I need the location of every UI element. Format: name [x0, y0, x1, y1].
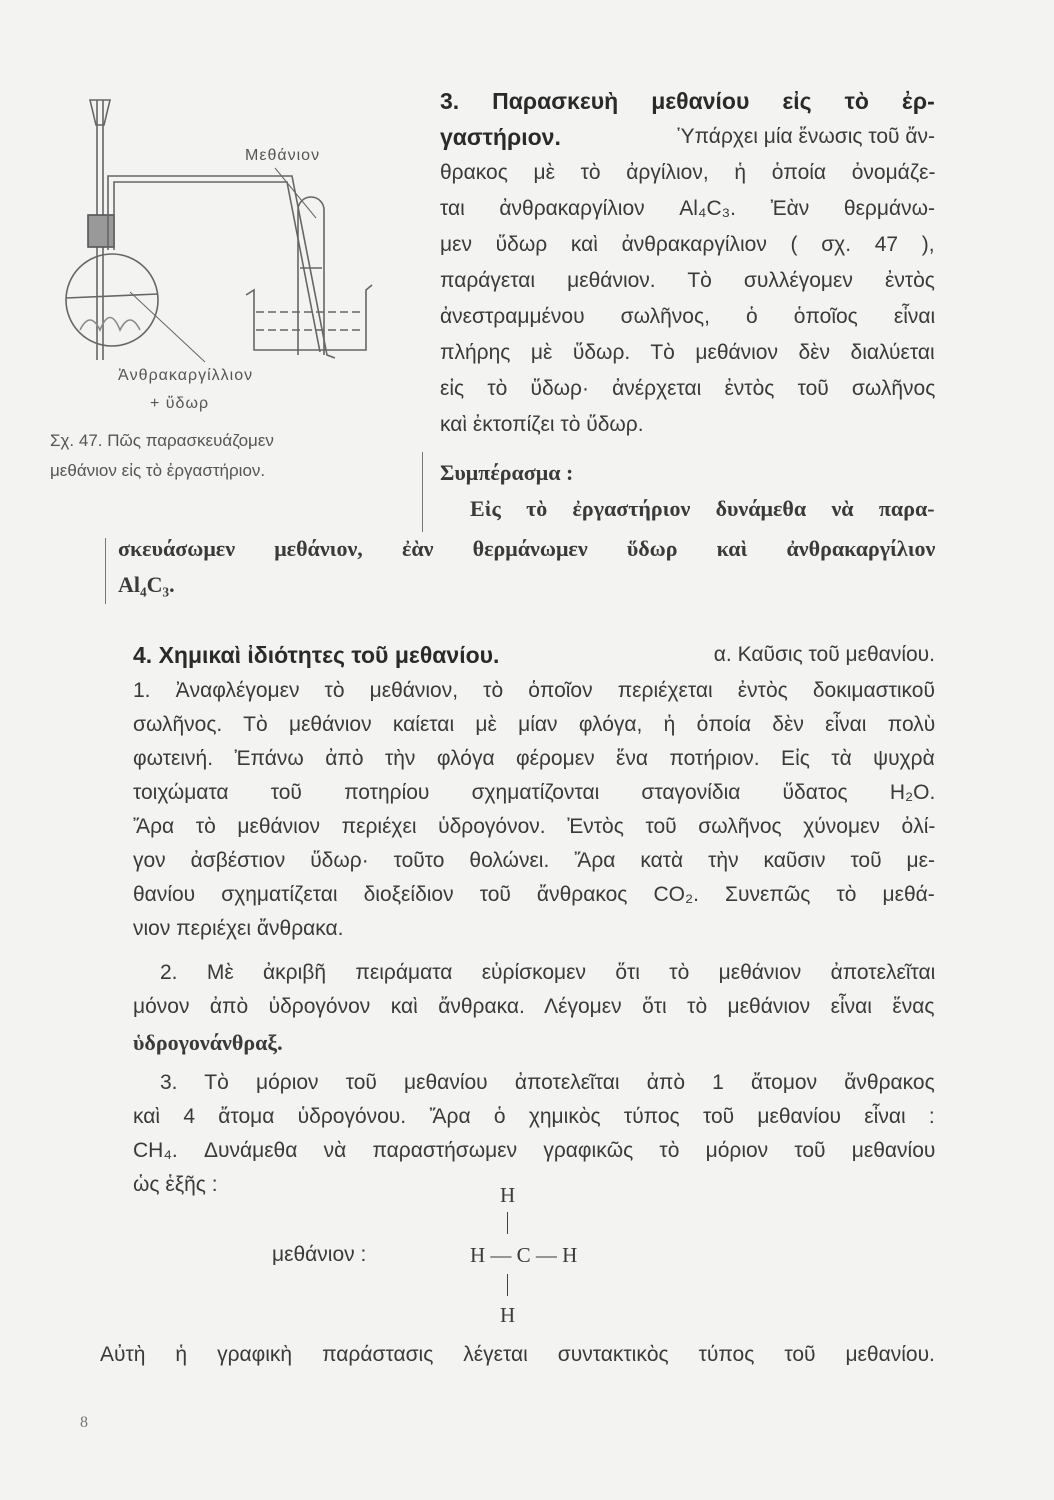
- paragraph-line: σωλῆνος. Τὸ μεθάνιον καίεται μὲ μίαν φλόγα, ἡ ὁποία δὲν εἶναι πολὺ: [133, 713, 936, 736]
- closing-line: Αὐτὴ ἡ γραφικὴ παράστασις λέγεται συντακτικὸς τύπος τοῦ μεθανίου.: [100, 1343, 935, 1366]
- formula-top-h: H: [500, 1183, 516, 1207]
- figure-label-reagent: Ἀνθρακαργίλλιον: [118, 367, 254, 384]
- figure-label-water: + ὕδωρ: [150, 395, 210, 412]
- section-3-line: [440, 124, 935, 150]
- page-number: 8: [80, 1414, 88, 1431]
- section-3-line: θρακος μὲ τὸ ἀργίλιον, ἡ ὁποία ὀνομάζε-: [440, 161, 936, 184]
- formula-bond-bottom: [507, 1274, 508, 1296]
- conclusion-line: σκευάσωμεν μεθάνιον, ἐὰν θερμάνωμεν ὕδωρ καὶ ἀνθρακαργίλιον: [118, 536, 936, 561]
- section-3-line: ται ἀνθρακαργίλιον Al₄C₃. Ἐὰν θερμάνω-: [440, 197, 935, 220]
- formula-label: μεθάνιον :: [272, 1243, 367, 1266]
- formula-bond-top: [507, 1212, 508, 1234]
- paragraph-line: μόνον ἀπὸ ὑδρογόνον καὶ ἄνθρακα. Λέγομεν ὅτι τὸ μεθάνιον εἶναι ἕνας: [133, 995, 935, 1018]
- section-4-subheading: α. Καῦσις τοῦ μεθανίου.: [713, 643, 935, 666]
- paragraph-line: 3. Τὸ μόριον τοῦ μεθανίου ἀποτελεῖται ἀπὸ 1 ἄτομον ἄνθρακος: [160, 1071, 935, 1094]
- conclusion-title: Συμπέρασμα :: [440, 460, 574, 485]
- conclusion-line: Εἰς τὸ ἐργαστήριον δυνάμεθα νὰ παρα-: [470, 496, 935, 521]
- section-3-line: ἀνεστραμμένου σωλῆνος, ὁ ὁποῖος εἶναι: [440, 305, 936, 328]
- paragraph-line: τοιχώματα τοῦ ποτηρίου σχηματίζονται σταγονίδια ὕδατος H₂O.: [133, 781, 936, 804]
- section-3-text: Ὑπάρχει μία ἕνωσις τοῦ ἄν-: [677, 125, 935, 148]
- paragraph-line: CH₄. Δυνάμεθα νὰ παραστήσωμεν γραφικῶς τὸ μόριον τοῦ μεθανίου: [133, 1139, 936, 1162]
- figure-caption-cont: μεθάνιον εἰς τὸ ἐργαστήριον.: [50, 461, 266, 480]
- flask-drawing: [66, 100, 158, 360]
- trough-drawing: [130, 168, 372, 362]
- section-4-heading-line: [133, 642, 935, 668]
- paragraph-line: Ἄρα τὸ μεθάνιον περιέχει ὑδρογόνον. Ἐντὸς τοῦ σωλῆνος χύνομεν ὀλί-: [133, 815, 936, 838]
- delivery-tube-drawing: [108, 176, 335, 358]
- formula-bottom-h: H: [500, 1303, 516, 1327]
- paragraph-line: θανίου σχηματίζεται διοξείδιον τοῦ ἄνθρακος CO₂. Συνεπῶς τὸ μεθά-: [133, 883, 935, 906]
- section-3-heading-cont: γαστήριον.: [440, 124, 561, 150]
- paragraph-line: ὑδρογονάνθραξ.: [133, 1030, 283, 1055]
- formula-middle: H — C — H: [470, 1243, 578, 1267]
- section-3-line: εἰς τὸ ὕδωρ· ἀνέρχεται ἐντὸς τοῦ σωλῆνος: [440, 377, 936, 400]
- paragraph-line: γον ἀσβέστιον ὕδωρ· τοῦτο θολώνει. Ἄρα κατὰ τὴν καῦσιν τοῦ με-: [133, 849, 935, 872]
- section-3-line: μεν ὕδωρ καὶ ἀνθρακαργίλιον ( σχ. 47 ),: [440, 233, 935, 256]
- section-3-heading: 3. Παρασκευὴ μεθανίου εἰς τὸ ἐρ-: [440, 88, 935, 114]
- section-3-line: παράγεται μεθάνιον. Τὸ συλλέγομεν ἐντὸς: [440, 269, 935, 292]
- conclusion-line: Al₄C₃.: [118, 572, 175, 597]
- paragraph-line: καὶ 4 ἄτομα ὑδρογόνου. Ἄρα ὁ χημικὸς τύπος τοῦ μεθανίου εἶναι :: [133, 1105, 935, 1128]
- section-4-heading: 4. Χημικαὶ ἰδιότητες τοῦ μεθανίου.: [133, 642, 500, 668]
- paragraph-line: φωτεινή. Ἐπάνω ἀπὸ τὴν φλόγα φέρομεν ἕνα ποτήριον. Εἰς τὰ ψυχρὰ: [133, 747, 935, 770]
- paragraph-line: 1. Ἀναφλέγομεν τὸ μεθάνιον, τὸ ὁποῖον περιέχεται ἐντὸς δοκιμαστικοῦ: [133, 679, 935, 702]
- margin-rule: [105, 538, 106, 604]
- paragraph-line: ὡς ἑξῆς :: [133, 1173, 218, 1196]
- margin-rule: [422, 452, 423, 532]
- section-3-line: πλήρης μὲ ὕδωρ. Τὸ μεθάνιον δὲν διαλύεται: [440, 341, 935, 364]
- paragraph-line: 2. Μὲ ἀκριβῆ πειράματα εὑρίσκομεν ὅτι τὸ μεθάνιον ἀποτελεῖται: [160, 961, 936, 984]
- figure-caption: Σχ. 47. Πῶς παρασκευάζομεν: [50, 431, 274, 450]
- section-3-line: καὶ ἐκτοπίζει τὸ ὕδωρ.: [440, 413, 644, 436]
- figure-label-methane: Μεθάνιον: [245, 147, 321, 164]
- paragraph-line: νιον περιέχει ἄνθρακα.: [133, 917, 344, 940]
